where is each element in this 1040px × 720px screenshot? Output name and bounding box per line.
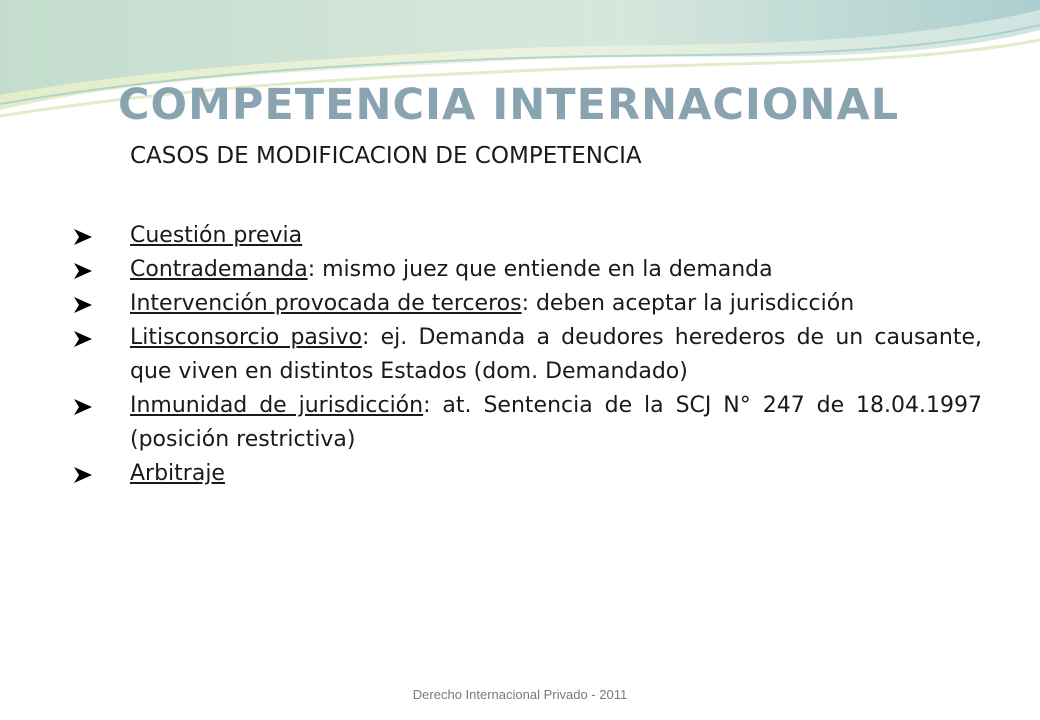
bullet-term: Cuestión previa: [130, 223, 303, 248]
bullet-item-cuestion-previa: [72, 219, 982, 253]
arrowhead-bullet-icon: [74, 331, 92, 347]
bullet-item-litisconsorcio: [72, 321, 982, 389]
bullet-text: : at. Sentencia de la SCJ N° 247 de 18.04.1997 (posición restrictiva): [130, 393, 983, 452]
bullet-text: : ej. Demanda a deudores herederos de un causante, que viven en distintos Estados (dom. Demandado): [130, 325, 982, 384]
bullet-term: Contrademanda: [130, 257, 308, 282]
bullet-item-arbitraje: [72, 457, 982, 491]
arrowhead-bullet-icon: [74, 297, 92, 313]
slide-footer: Derecho Internacional Privado - 2011: [412, 687, 628, 702]
bullet-term: Inmunidad de jurisdicción: [130, 393, 424, 418]
bullet-list: [72, 219, 982, 491]
arrowhead-bullet-icon: [74, 229, 92, 245]
bullet-term: Intervención provocada de terceros: [130, 291, 522, 316]
arrowhead-bullet-icon: [74, 467, 92, 483]
bullet-item-inmunidad: [72, 389, 982, 457]
bullet-text: : deben aceptar la jurisdicción: [521, 291, 855, 316]
slide-subtitle: CASOS DE MODIFICACION DE COMPETENCIA: [130, 143, 642, 169]
slide-title: COMPETENCIA INTERNACIONAL: [118, 80, 900, 130]
arrowhead-bullet-icon: [74, 399, 92, 415]
arrowhead-bullet-icon: [74, 263, 92, 279]
bullet-item-contrademanda: [72, 253, 982, 287]
bullet-text: : mismo juez que entiende en la demanda: [307, 257, 773, 282]
bullet-item-intervencion: [72, 287, 982, 321]
bullet-term: Litisconsorcio pasivo: [130, 325, 362, 350]
bullet-term: Arbitraje: [130, 461, 225, 486]
